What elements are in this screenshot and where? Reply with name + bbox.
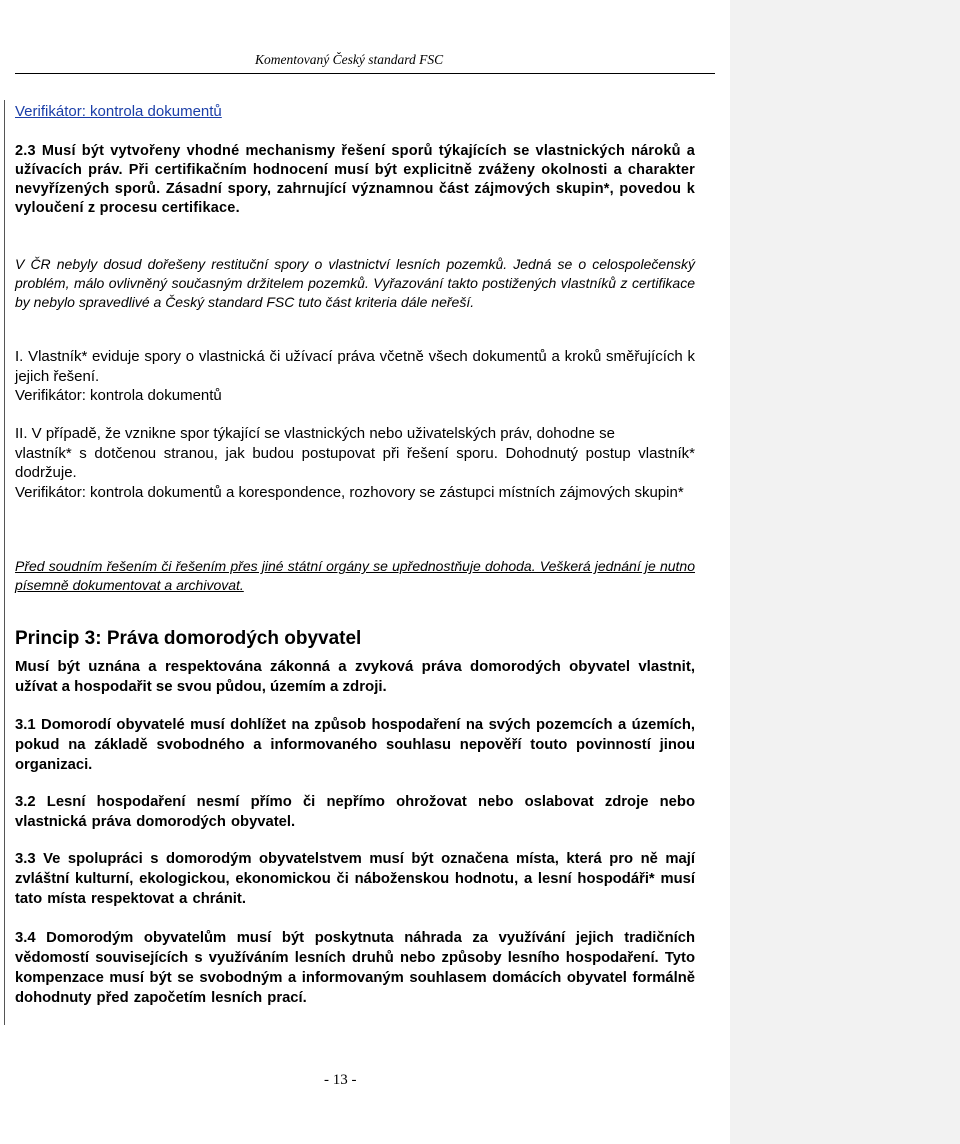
- criterion-3-4: [15, 928, 695, 1008]
- criterion-2-3: 2.3 Musí být vytvořeny vhodné mechanismy řešení sporů týkajících se vlastnických nároků a užívacích práv. Při certifikačním hodnocení musí být explicitně zváženy okolnosti a charakter nevyřízených sporů. Zásadní spory, zahrnující významnou část zájmových skupin*, povedou k vyloučení z procesu certifikace.: [15, 143, 695, 216]
- criterion-text: Domorodí obyvatelé musí dohlížet na způsob hospodaření na svých pozemcích a územích, pokud na základě svobodného a informovaného souhlasu nepověří touto povinností jinou organizaci.: [15, 717, 695, 773]
- criterion-text: Lesní hospodaření nesmí přímo či nepřímo ohrožovat nebo oslabovat zdroje nebo vlastnická práva domorodých obyvatel.: [15, 794, 695, 830]
- criterion-number: 3.1: [15, 717, 36, 733]
- indicator-I-text: I. Vlastník* eviduje spory o vlastnická či užívací práva včetně všech dokumentů a kroků směřujících k jejich řešení.: [15, 348, 695, 385]
- running-header: Komentovaný Český standard FSC: [255, 52, 444, 67]
- criterion-3-2: [15, 792, 695, 832]
- indicator-II-line2: vlastník* s dotčenou stranou, jak budou postupovat při řešení sporu. Dohodnutý postup vlastník* dodržuje.: [15, 444, 695, 481]
- revision-change-bar: [4, 100, 5, 1025]
- criterion-number: 3.2: [15, 794, 36, 810]
- indicator-II-verifier: Verifikátor: kontrola dokumentů a korespondence, rozhovory se zástupci místních zájmových skupin*: [15, 483, 684, 501]
- indicator-I: [15, 347, 695, 406]
- principle-3-title: Princip 3: Práva domorodých obyvatel: [15, 628, 362, 649]
- criterion-text: Ve spolupráci s domorodým obyvatelstvem musí být označena místa, která pro ně mají zvláštní kulturní, ekologickou, ekonomickou či náboženskou hodnotu, a lesní hospodáři* musí tato místa respektovat a chránit.: [15, 851, 695, 907]
- page-number: - 13 -: [324, 1072, 357, 1088]
- indicator-I-verifier: Verifikátor: kontrola dokumentů: [15, 387, 222, 404]
- criterion-number: 3.3: [15, 851, 36, 867]
- comment-pane: [730, 0, 960, 1144]
- criterion-text: Domorodým obyvatelům musí být poskytnuta náhrada za využívání jejich tradičních vědomostí souvisejících s využíváním lesních druhů nebo způsoby lesního hospodaření. Tyto kompenzace musí být se svobodným a informovaným souhlasem domácích obyvatel formálně dohodnuty před započetím lesních prací.: [15, 930, 695, 1006]
- header-rule: [15, 73, 715, 74]
- verifier-link[interactable]: Verifikátor: kontrola dokumentů: [15, 103, 222, 120]
- indicator-II: [15, 424, 695, 502]
- criterion-number: 3.4: [15, 930, 36, 946]
- note-restitution: V ČR nebyly dosud dořešeny restituční spory o vlastnictví lesních pozemků. Jedná se o celospolečenský problém, málo ovlivněný současným držitelem pozemků. Vyřazování takto postižených vlastníků z certifikace by nebylo spravedlivé a Český standard FSC tuto část kriteria dále neřeší.: [15, 256, 695, 310]
- criterion-3-1: [15, 715, 695, 775]
- principle-3-statement: Musí být uznána a respektována zákonná a zvyková práva domorodých obyvatel vlastnit, užívat a hospodařit se svou půdou, územím a zdroji.: [15, 658, 695, 695]
- criterion-3-3: [15, 849, 695, 909]
- note-agreement: Před soudním řešením či řešením přes jiné státní orgány se upřednostňuje dohoda. Veškerá jednání je nutno písemně dokumentovat a archivovat.: [15, 558, 695, 593]
- indicator-II-line1: II. V případě, že vznikne spor týkající se vlastnických nebo uživatelských práv, dohodne se: [15, 425, 616, 442]
